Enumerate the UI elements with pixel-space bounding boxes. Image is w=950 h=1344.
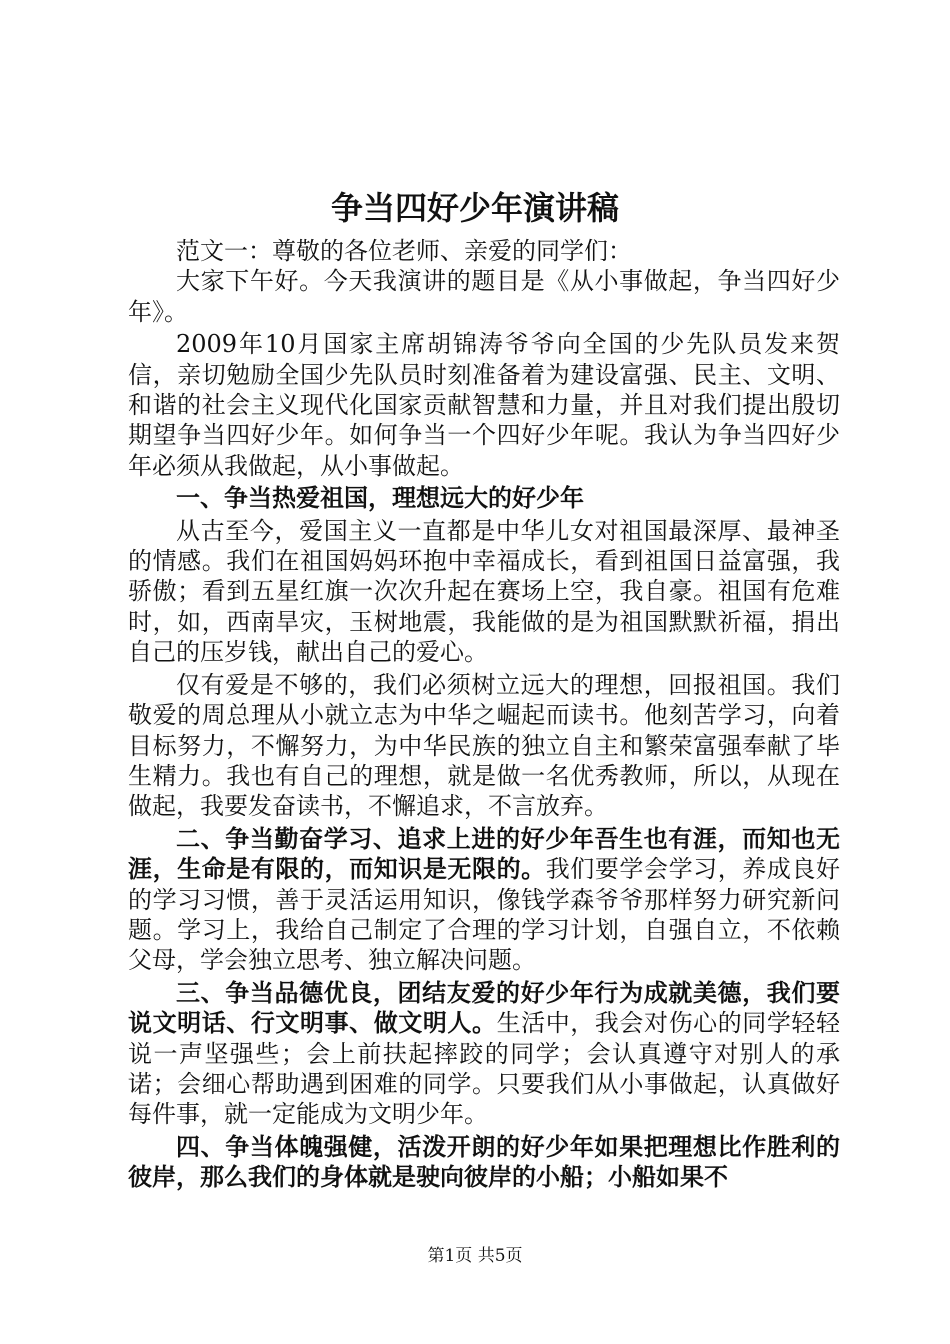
paragraph-section-2 <box>128 824 840 976</box>
section-2-text: 我们要学会学习，养成良好的学习习惯，善于灵活运用知识，像钱学森爷爷那样努力研究新问题。学习上，我给自己制定了合理的学习计划，自强自立，不依赖父母，学会独立思考、独立解决问题。 <box>128 855 841 975</box>
paragraph-section-4 <box>128 1132 840 1193</box>
document-body <box>128 236 840 1193</box>
paragraph-greeting: 大家下午好。今天我演讲的题目是《从小事做起，争当四好少年》。 <box>128 267 840 326</box>
paragraph-section-3 <box>128 978 840 1130</box>
section-heading-2: 二、争当勤奋学习、追求上进的好少年吾生也有涯，而知也无涯，生命是有限的，而知识是无限的。 <box>128 824 840 884</box>
paragraph-salutation: 范文一：尊敬的各位老师、亲爱的同学们： <box>176 237 632 265</box>
section-heading-1: 一、争当热爱祖国，理想远大的好少年 <box>176 484 584 513</box>
paragraph-ideals: 仅有爱是不够的，我们必须树立远大的理想，回报祖国。我们敬爱的周总理从小就立志为中华之崛起而读书。他刻苦学习，向着目标努力，不懈努力，为中华民族的独立自主和繁荣富强奉献了毕生精力。我也有自己的理想，就是做一名优秀教师，所以，从现在做起，我要发奋读书，不懈追求，不言放弃。 <box>128 670 840 821</box>
section-heading-3: 三、争当品德优良，团结友爱的好少年行为成就美德，我们要说文明话、行文明事、做文明人。 <box>128 978 840 1038</box>
document-title: 争当四好少年演讲稿 <box>330 189 619 227</box>
section-3-text: 生活中，我会对伤心的同学轻轻说一声坚强些；会上前扶起摔跤的同学；会认真遵守对别人的承诺；会细心帮助遇到困难的同学。只要我们从小事做起，认真做好每件事，就一定能成为文明少年。 <box>128 1009 841 1129</box>
page-footer: 第1页 共5页 <box>427 1246 523 1266</box>
paragraph-intro: 2009年10月国家主席胡锦涛爷爷向全国的少先队员发来贺信，亲切勉励全国少先队员时刻准备着为建设富强、民主、文明、和谐的社会主义现代化国家贡献智慧和力量，并且对我们提出殷切期望争当四好少年。如何争当一个四好少年呢。我认为争当四好少年必须从我做起，从小事做起。 <box>128 330 840 480</box>
paragraph-patriotism: 从古至今，爱国主义一直都是中华儿女对祖国最深厚、最神圣的情感。我们在祖国妈妈环抱中幸福成长，看到祖国日益富强，我骄傲；看到五星红旗一次次升起在赛场上空，我自豪。祖国有危难时，如，西南旱灾，玉树地震，我能做的是为祖国默默祈福，捐出自己的压岁钱，献出自己的爱心。 <box>128 516 840 667</box>
section-heading-4: 四、争当体魄强健，活泼开朗的好少年如果把理想比作胜利的彼岸，那么我们的身体就是驶向彼岸的小船；小船如果不 <box>128 1132 840 1192</box>
